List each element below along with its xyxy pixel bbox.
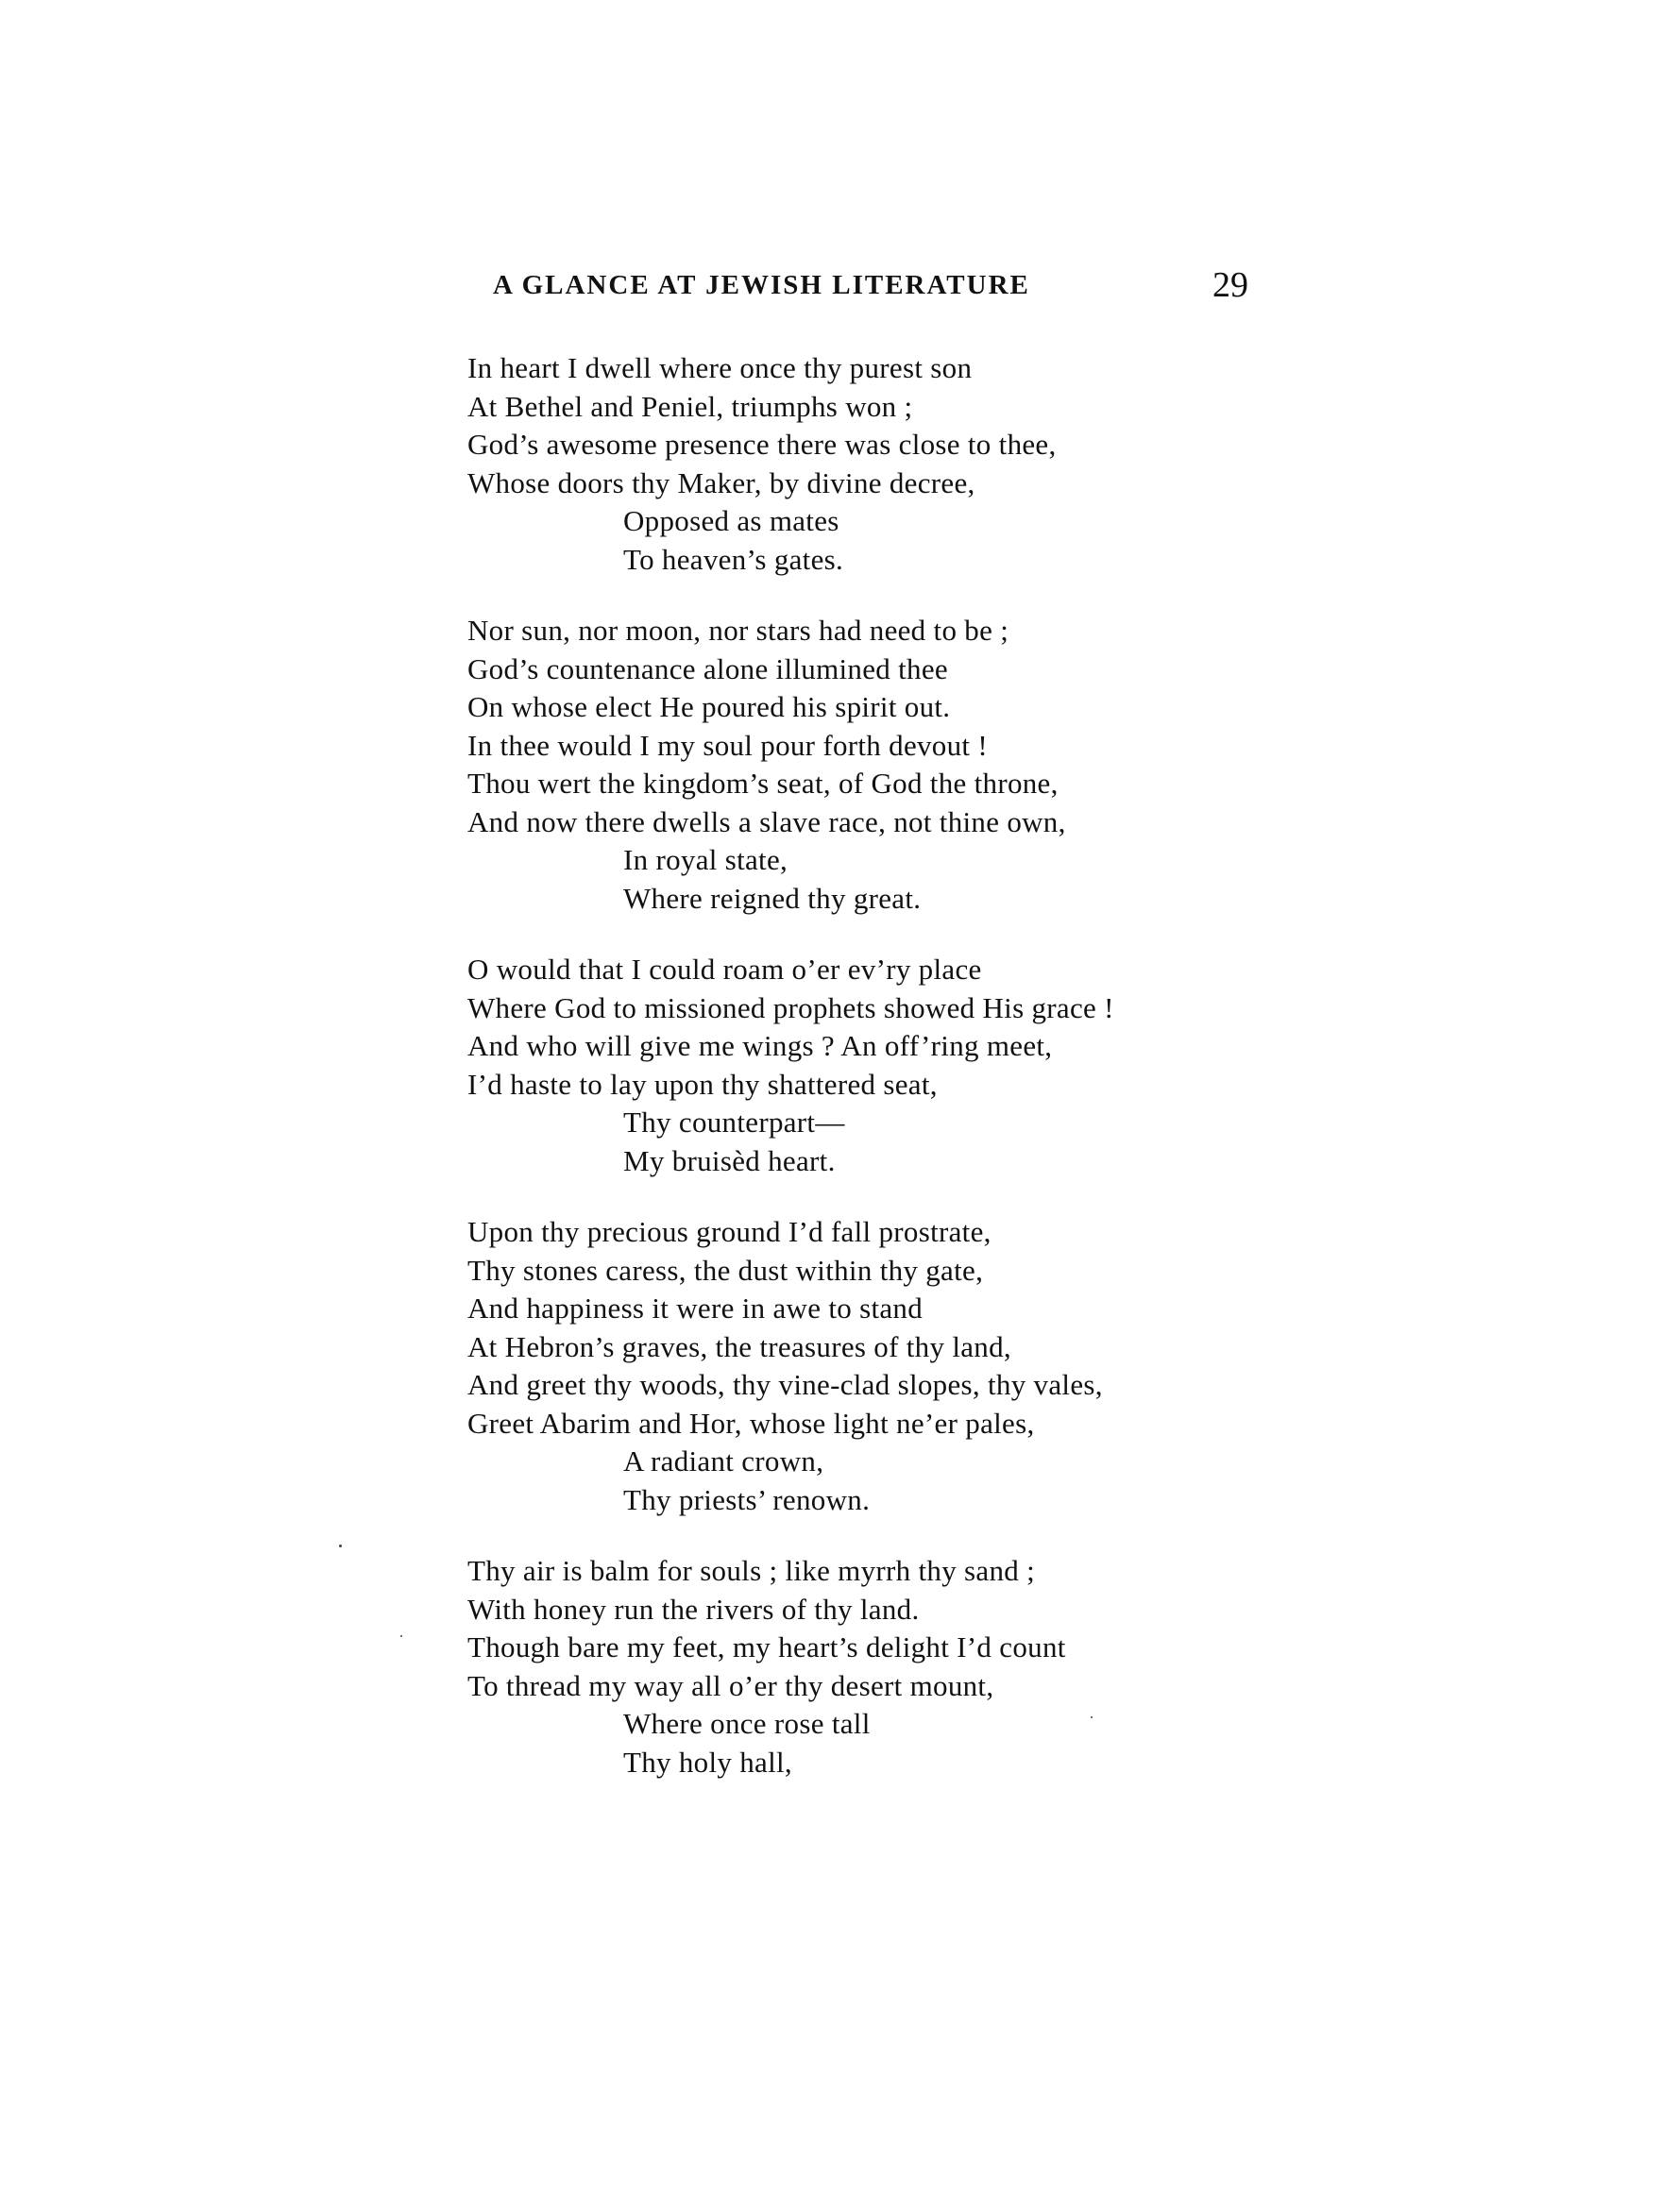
poem-line: Thy air is balm for souls ; like myrrh thy sand ; — [467, 1554, 1036, 1587]
poem-line: At Bethel and Peniel, triumphs won ; — [467, 389, 913, 423]
poem-refrain-line: A radiant crown, — [623, 1444, 824, 1477]
poem-line: To thread my way all o’er thy desert mount, — [467, 1668, 994, 1702]
poem-line: At Hebron’s graves, the treasures of thy land, — [467, 1329, 1011, 1363]
poem-line: Though bare my feet, my heart’s delight I’d count — [467, 1630, 1066, 1663]
running-head — [493, 264, 1248, 312]
poem-line: God’s countenance alone illumined thee — [467, 651, 948, 685]
poem-line: Whose doors thy Maker, by divine decree, — [467, 465, 975, 499]
poem-line: With honey run the rivers of thy land. — [467, 1592, 920, 1626]
poem-line: Upon thy precious ground I’d fall prostrate, — [467, 1215, 992, 1248]
poem-refrain-line: Thy priests’ renown. — [623, 1482, 871, 1516]
poem-refrain-line: To heaven’s gates. — [623, 542, 844, 576]
poem-line: On whose elect He poured his spirit out. — [467, 690, 951, 723]
poem-line: And greet thy woods, thy vine-clad slopes, thy vales, — [467, 1368, 1103, 1401]
poem-refrain-line: Where reigned thy great. — [623, 881, 922, 915]
stanza — [467, 951, 1553, 1180]
poem-line: And happiness it were in awe to stand — [467, 1292, 924, 1325]
poem-refrain-line: In royal state, — [623, 843, 788, 876]
poem-refrain-line: Where once rose tall — [623, 1707, 871, 1740]
poem-line: God’s awesome presence there was close to thee, — [467, 428, 1057, 461]
poem-line: I’d haste to lay upon thy shattered seat, — [467, 1067, 938, 1101]
poem-refrain-line: Thy counterpart— — [623, 1106, 845, 1139]
poem-refrain-line: My bruisèd heart. — [623, 1143, 836, 1177]
poem — [467, 349, 1553, 1815]
poem-line: O would that I could roam o’er ev’ry place — [467, 953, 982, 986]
print-speck — [339, 1545, 342, 1547]
stanza — [467, 1213, 1553, 1519]
poem-line: Nor sun, nor moon, nor stars had need to be ; — [467, 614, 1009, 647]
poem-line: Greet Abarim and Hor, whose light ne’er pales, — [467, 1406, 1035, 1440]
poem-line: And now there dwells a slave race, not thine own, — [467, 804, 1066, 838]
poem-refrain-line: Opposed as mates — [623, 504, 839, 537]
poem-line: In heart I dwell where once thy purest son — [467, 351, 973, 384]
poem-line: Where God to missioned prophets showed His grace ! — [467, 990, 1114, 1024]
poem-line: And who will give me wings ? An off’ring meet, — [467, 1029, 1053, 1062]
poem-line: In thee would I my soul pour forth devout ! — [467, 728, 988, 762]
stanza — [467, 612, 1553, 918]
poem-refrain-line: Thy holy hall, — [623, 1745, 792, 1779]
stanza — [467, 1552, 1553, 1781]
stanza — [467, 349, 1553, 579]
print-speck — [1091, 1716, 1093, 1718]
poem-line: Thy stones caress, the dust within thy gate, — [467, 1253, 984, 1287]
running-title: A GLANCE AT JEWISH LITERATURE — [493, 270, 1030, 300]
page-number: 29 — [1212, 265, 1248, 305]
poem-line: Thou wert the kingdom’s seat, of God the throne, — [467, 767, 1059, 800]
print-speck — [400, 1635, 402, 1637]
